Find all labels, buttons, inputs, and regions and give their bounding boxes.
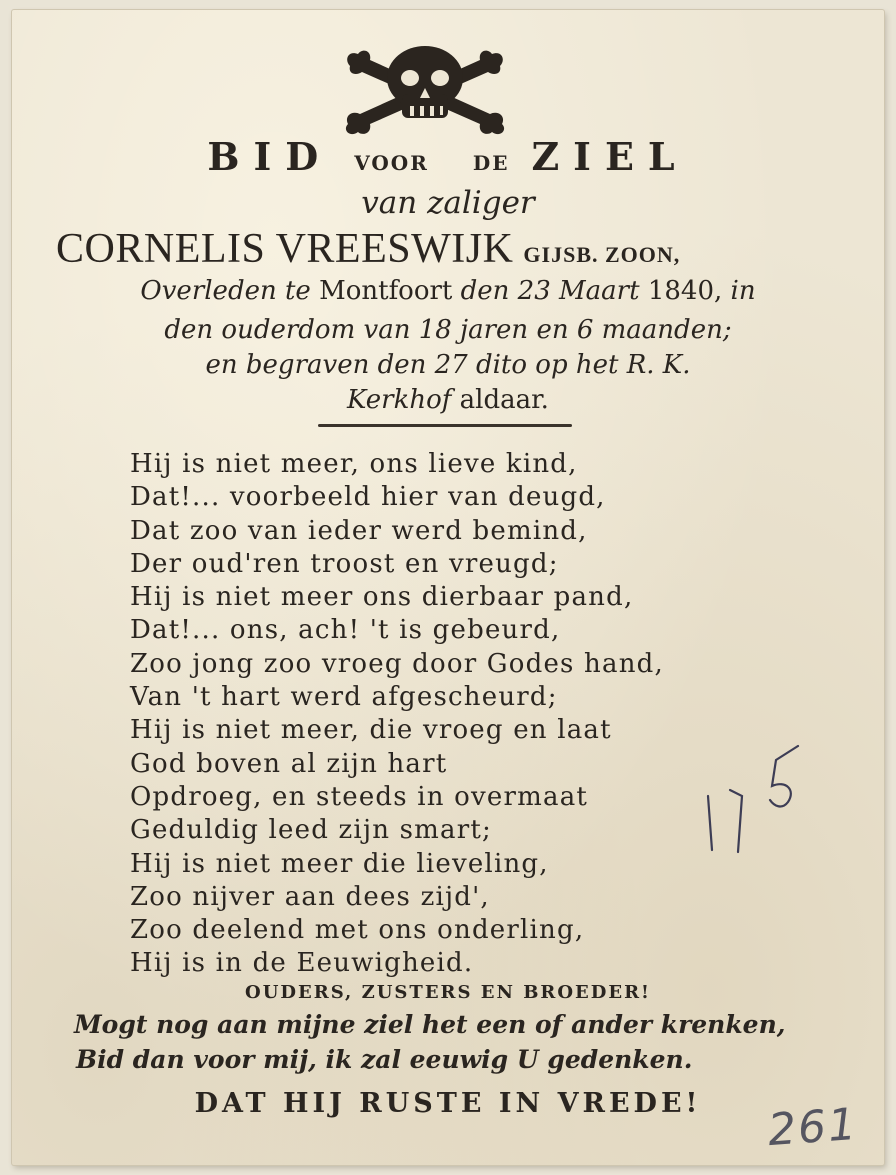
death-line-1 xyxy=(12,278,884,304)
closing-couplet-2: Bid dan voor mij, ik zal eeuwig U gedenken. xyxy=(76,1045,693,1074)
heading-de: DE xyxy=(472,151,510,175)
heading-bid: BID xyxy=(207,134,333,179)
deceased-name-main: CORNELIS VREESWIJK xyxy=(56,226,514,272)
aldaar-text: aldaar. xyxy=(459,385,549,415)
kerkhof-text: Kerkhof xyxy=(347,385,452,415)
closing-address: OUDERS, ZUSTERS EN BROEDER! xyxy=(245,982,651,1003)
poem-line: Zoo jong zoo vroeg door Godes hand, xyxy=(130,648,664,679)
death-line-2: den ouderdom van 18 jaren en 6 maanden; xyxy=(164,315,732,345)
place-name: Montfoort xyxy=(319,276,453,306)
rest-in-peace: DAT HIJ RUSTE IN VREDE! xyxy=(194,1088,702,1119)
poem-line: Hij is niet meer die lieveling, xyxy=(130,848,549,879)
poem-line: Dat!... ons, ach! 't is gebeurd, xyxy=(130,615,561,646)
death-line-4 xyxy=(12,387,884,413)
heading xyxy=(12,134,884,179)
heading-voor: VOOR xyxy=(354,151,429,175)
poem-line: Opdroeg, en steeds in overmaat xyxy=(130,781,589,812)
deceased-name xyxy=(56,228,680,270)
deceased-name-suffix: GIJSB. ZOON, xyxy=(523,242,681,267)
poem-line: Dat!... voorbeeld hier van deugd, xyxy=(130,482,606,513)
poem-line: Hij is niet meer, ons lieve kind, xyxy=(130,449,578,479)
death-text: Overleden te xyxy=(140,276,311,306)
poem-line: Hij is niet meer ons dierbaar pand, xyxy=(130,582,634,613)
heading-ziel: ZIEL xyxy=(531,134,689,179)
poem-line: Geduldig leed zijn smart; xyxy=(130,815,492,846)
divider-rule xyxy=(318,424,572,427)
poem-line: Dat zoo van ieder werd bemind, xyxy=(130,515,588,546)
poem-line: Hij is in de Eeuwigheid. xyxy=(130,948,474,979)
poem-line: Van 't hart werd afgescheurd; xyxy=(130,682,558,713)
death-line-3: en begraven den 27 dito op het R. K. xyxy=(205,350,691,380)
poem-line: Zoo deelend met ons onderling, xyxy=(130,915,585,946)
poem-line: Hij is niet meer, die vroeg en laat xyxy=(130,715,612,746)
skull-crossbones-icon xyxy=(340,36,510,136)
subtitle: van zaliger xyxy=(361,185,535,221)
handwritten-catalog-number: 261 xyxy=(766,1098,860,1157)
closing-couplet-1: Mogt nog aan mijne ziel het een of ander krenken, xyxy=(74,1010,786,1039)
poem xyxy=(130,448,770,981)
handwritten-number-175 xyxy=(702,740,812,860)
death-date-day: den 23 xyxy=(460,276,551,306)
memorial-card xyxy=(12,10,884,1165)
death-date-month: Maart xyxy=(559,276,640,306)
poem-line: Der oud'ren troost en vreugd; xyxy=(130,548,559,579)
poem-line: God boven al zijn hart xyxy=(130,748,448,779)
death-date-year: 1840, xyxy=(647,276,723,306)
death-text-in: in xyxy=(730,276,756,306)
poem-line: Zoo nijver aan dees zijd', xyxy=(130,881,490,912)
